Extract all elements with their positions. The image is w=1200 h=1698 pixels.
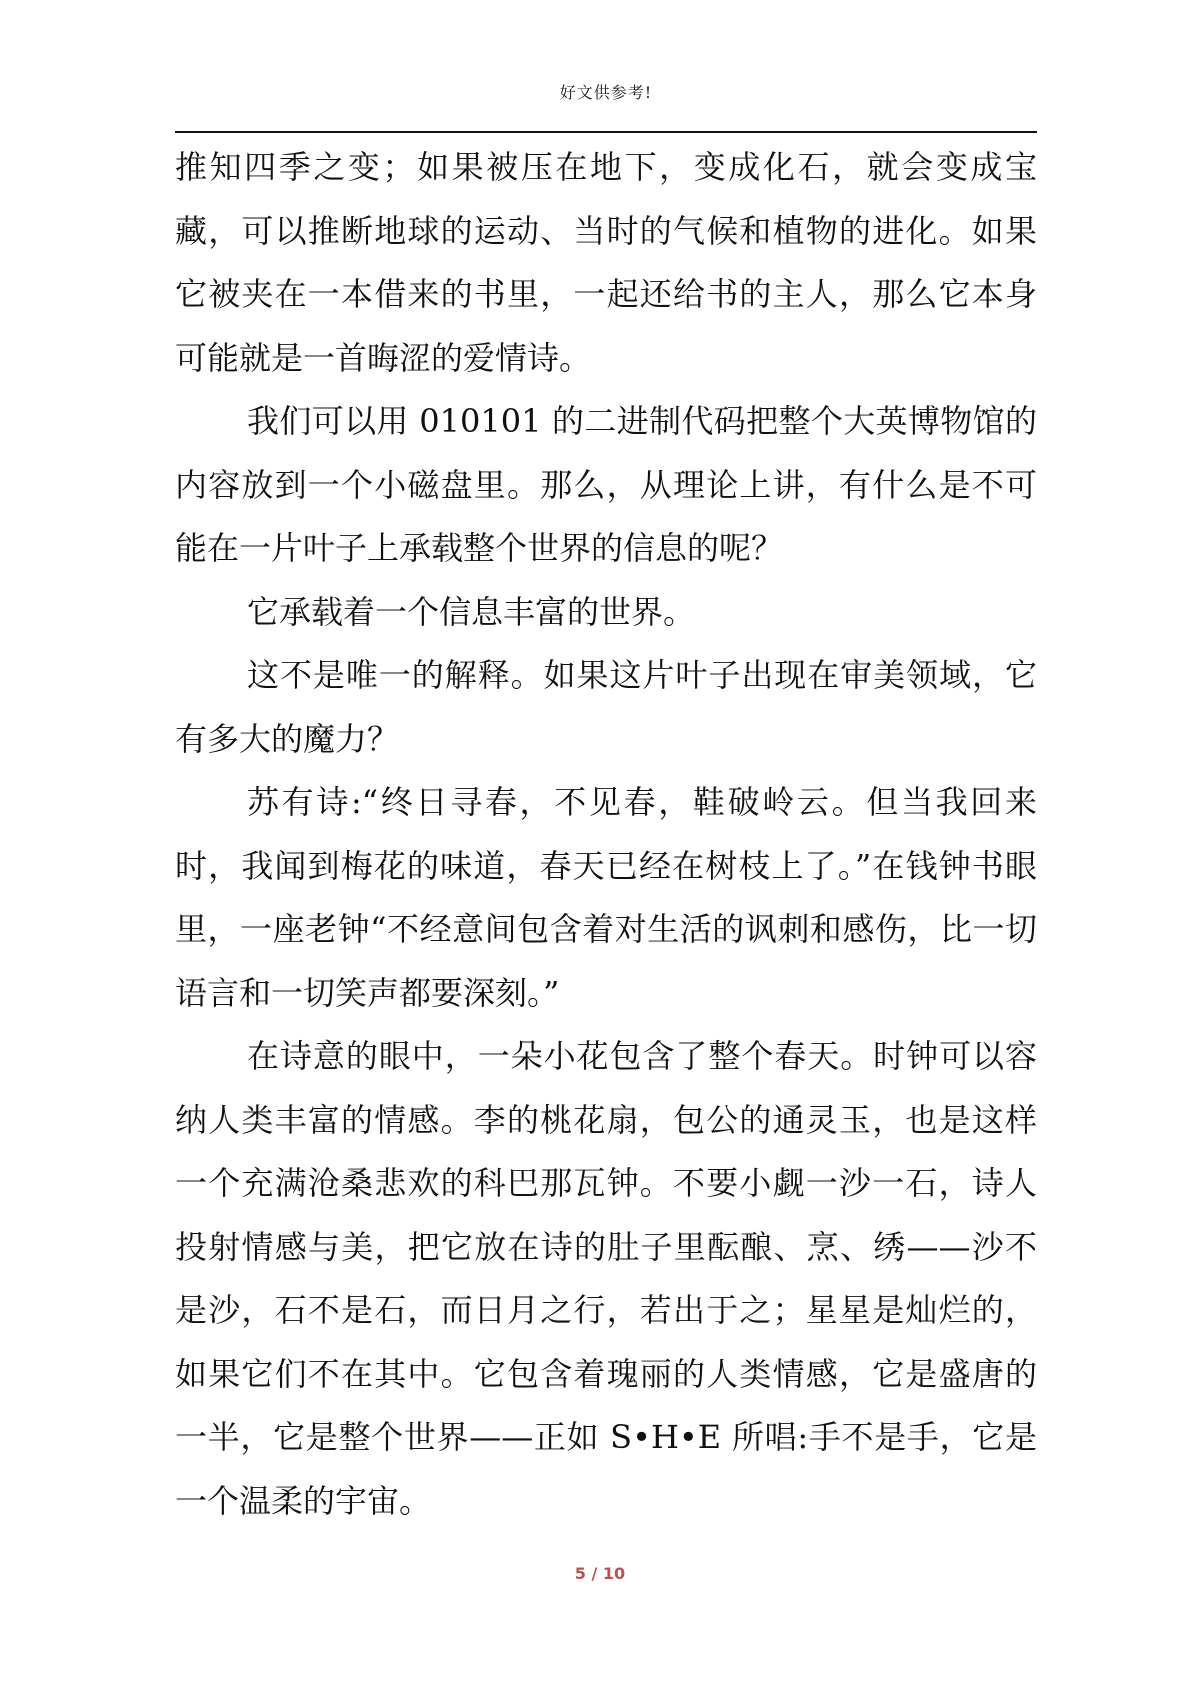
page-header: 好文供参考! bbox=[559, 83, 653, 102]
header-divider bbox=[175, 131, 1037, 133]
paragraph-4: 这不是唯一的解释。如果这片叶子出现在审美领域，它有多大的魔力？ bbox=[175, 656, 1037, 758]
paragraph-5: 苏有诗:“终日寻春，不见春，鞋破岭云。但当我回来时，我闻到梅花的味道，春天已经在树枝上了。”在钱钟书眼里，一座老钟“不经意间包含着对生活的讽刺和感伤，比一切语言和一切笑声都要深刻。” bbox=[175, 783, 1037, 1012]
paragraph-6: 在诗意的眼中，一朵小花包含了整个春天。时钟可以容纳人类丰富的情感。李的桃花扇，包公的通灵玉，也是这样一个充满沧桑悲欢的科巴那瓦钟。不要小觑一沙一石，诗人投射情感与美，把它放在诗的肚子里酝酿、烹、绣——沙不是沙，石不是石，而日月之行，若出于之；星星是灿烂的，如果它们不在其中。它包含着瑰丽的人类情感，它是盛唐的一半，它是整个世界——正如 S•H•E 所唱:手不是手，它是一个温柔的宇宙。 bbox=[175, 1037, 1037, 1520]
document-body bbox=[175, 136, 1037, 1533]
paragraph-3: 它承载着一个信息丰富的世界。 bbox=[247, 592, 696, 631]
paragraph-1: 推知四季之变；如果被压在地下，变成化石，就会变成宝藏，可以推断地球的运动、当时的气候和植物的进化。如果它被夹在一本借来的书里，一起还给书的主人，那么它本身可能就是一首晦涩的爱情诗。 bbox=[175, 148, 1037, 377]
paragraph-2: 我们可以用 010101 的二进制代码把整个大英博物馆的内容放到一个小磁盘里。那么，从理论上讲，有什么是不可能在一片叶子上承载整个世界的信息的呢？ bbox=[175, 402, 1037, 567]
page-number: 5 / 10 bbox=[574, 1564, 626, 1583]
